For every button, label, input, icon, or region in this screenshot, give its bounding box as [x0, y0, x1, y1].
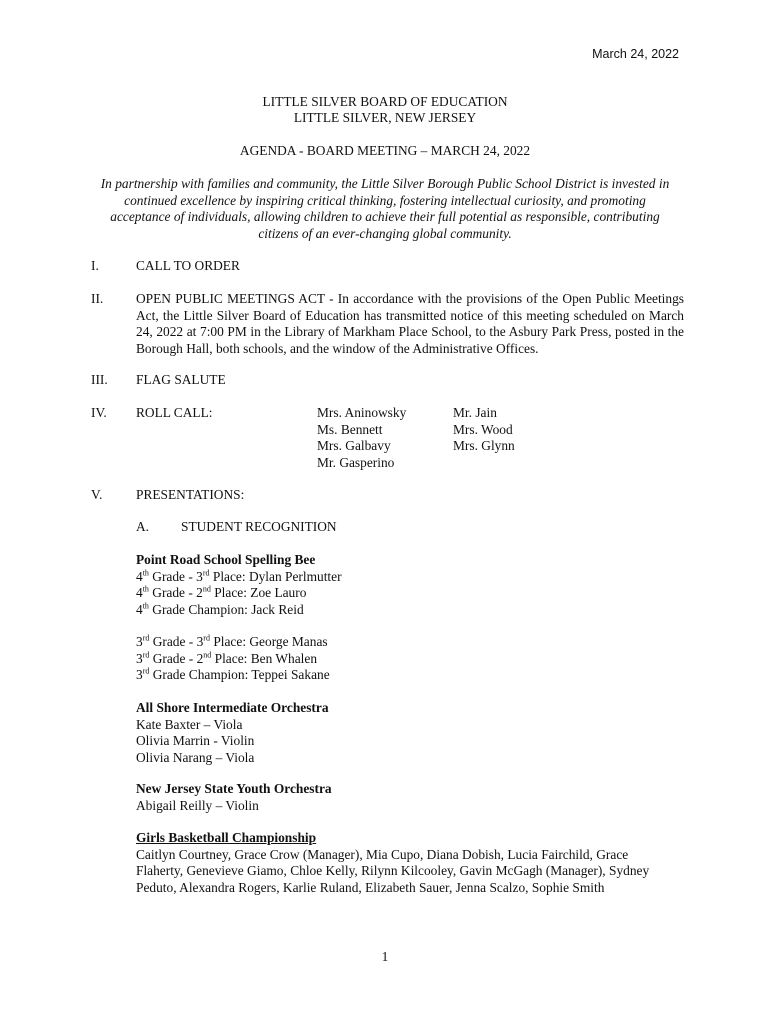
roll-call-member: Mrs. Glynn: [453, 438, 515, 454]
list-item: Abigail Reilly – Violin: [136, 797, 259, 813]
basketball-heading: Girls Basketball Championship: [136, 830, 317, 845]
roll-call-column-2: [453, 405, 515, 455]
board-name: LITTLE SILVER BOARD OF EDUCATION: [262, 94, 508, 109]
youth-orchestra-heading: New Jersey State Youth Orchestra: [136, 781, 332, 796]
roll-call-column-1: [317, 405, 406, 471]
list-item: Olivia Narang – Viola: [136, 749, 255, 765]
item-number-i: I.: [91, 258, 99, 273]
roll-call-member: Mrs. Wood: [453, 421, 513, 437]
item-flag-salute: FLAG SALUTE: [136, 372, 226, 387]
roll-call-member: Mrs. Galbavy: [317, 438, 391, 454]
list-item: Kate Baxter – Viola: [136, 716, 243, 732]
student-recognition-heading: STUDENT RECOGNITION: [181, 519, 337, 534]
list-item: 3rd Grade Champion: Teppei Sakane: [136, 666, 330, 683]
spelling-bee-grade3: [136, 634, 696, 684]
list-item: Peduto, Alexandra Rogers, Karlie Ruland, Elizabeth Sauer, Jenna Scalzo, Sophie Smith: [136, 879, 605, 895]
item-roll-call: ROLL CALL:: [136, 405, 213, 420]
list-item: Flaherty, Genevieve Giamo, Chloe Kelly, Rilynn Kilcooley, Gavin McGagh (Manager), Sydney: [136, 863, 650, 879]
orchestra-heading: All Shore Intermediate Orchestra: [136, 700, 329, 715]
orchestra-section: [136, 700, 696, 766]
document-date: March 24, 2022: [592, 47, 679, 61]
youth-orchestra-section: [136, 781, 696, 814]
list-item: 4th Grade - 2nd Place: Zoe Lauro: [136, 584, 307, 601]
spelling-bee-heading: Point Road School Spelling Bee: [136, 552, 316, 567]
spelling-bee-section: [136, 552, 696, 618]
item-number-iv: IV.: [91, 405, 107, 420]
item-open-public-meetings-act: OPEN PUBLIC MEETINGS ACT - In accordance with the provisions of the Open Public Meetings Act, the Little Silver Board of Education has transmitted notice of this meeting scheduled on March 24, 2022 at 7:00 PM in the Library of Markham Place School, to the Asbury Park Press, posted in the Borough Hall, both schools, and the window of the Administrative Offices.: [136, 291, 684, 356]
list-item: 3rd Grade - 2nd Place: Ben Whalen: [136, 650, 318, 666]
roll-call-member: Mrs. Aninowsky: [317, 405, 407, 420]
roll-call-member: Mr. Jain: [453, 405, 497, 420]
page-number: 1: [381, 949, 389, 964]
item-number-iii: III.: [91, 372, 108, 387]
basketball-section: [136, 830, 696, 896]
list-item: 3rd Grade - 3rd Place: George Manas: [136, 633, 328, 649]
list-item: Caitlyn Courtney, Grace Crow (Manager), Mia Cupo, Diana Dobish, Lucia Fairchild, Grace: [136, 846, 629, 862]
board-location: LITTLE SILVER, NEW JERSEY: [293, 110, 477, 125]
list-item: 4th Grade Champion: Jack Reid: [136, 601, 304, 617]
roll-call-member: Ms. Bennett: [317, 421, 383, 437]
sub-item-letter: A.: [136, 519, 150, 534]
item-call-to-order: CALL TO ORDER: [136, 258, 240, 273]
item-number-ii: II.: [91, 291, 104, 306]
agenda-title: AGENDA - BOARD MEETING – MARCH 24, 2022: [239, 143, 531, 158]
item-number-v: V.: [91, 487, 103, 502]
list-item: Olivia Marrin - Violin: [136, 733, 255, 749]
roll-call-member: Mr. Gasperino: [317, 454, 395, 470]
list-item: 4th Grade - 3rd Place: Dylan Perlmutter: [136, 568, 342, 584]
mission-statement: In partnership with families and community, the Little Silver Borough Public School District is invested in continued excellence by inspiring critical thinking, fostering intellectual curiosity, and promoting acceptance of individuals, allowing children to achieve their full potential as responsible, contributing citizens of an ever-changing global community.: [100, 176, 670, 241]
item-presentations: PRESENTATIONS:: [136, 487, 245, 502]
